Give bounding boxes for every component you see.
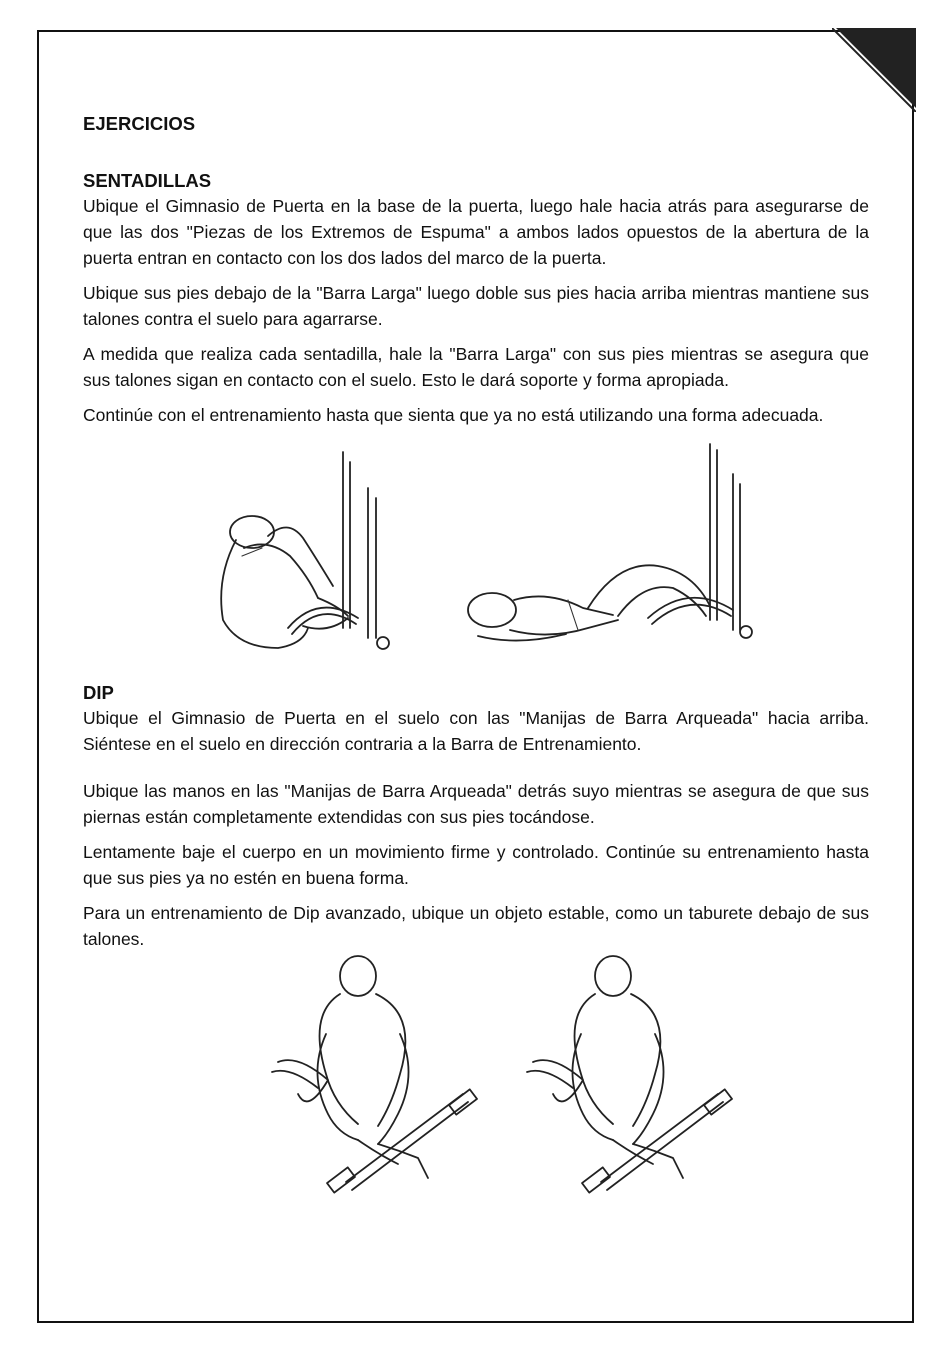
dip-illustrations	[83, 952, 869, 1222]
situp-crunch-illustration	[208, 448, 408, 668]
page-corner-tab	[832, 28, 916, 112]
situp-lying-illustration	[448, 440, 768, 665]
paragraph: A medida que realiza cada sentadilla, hale la "Barra Larga" con sus pies mientras se asegura que sus talones sigan en contacto con el suelo. Esto le dará soporte y forma apropiada.	[83, 344, 869, 390]
sit-up-illustrations	[83, 428, 869, 664]
paragraph: Para un entrenamiento de Dip avanzado, ubique un objeto estable, como un taburete debajo de sus talones.	[83, 903, 869, 949]
dip-illustration-basic	[268, 954, 478, 1204]
paragraph: Ubique sus pies debajo de la "Barra Larga" luego doble sus pies hacia arriba mientras mantiene sus talones contra el suelo para agarrarse.	[83, 283, 869, 329]
page-title: EJERCICIOS	[83, 113, 196, 134]
paragraph: Ubique las manos en las "Manijas de Barra Arqueada" detrás suyo mientras se asegura de que sus piernas están completamente extendidas con sus pies tocándose.	[83, 781, 869, 827]
paragraph: Ubique el Gimnasio de Puerta en la base de la puerta, luego hale hacia atrás para asegurarse de que las dos "Piezas de los Extremos de Espuma" a ambos lados opuestos de la abertura de la puerta entran en contacto con los dos lados del marco de la puerta.	[83, 196, 869, 268]
paragraph: Ubique el Gimnasio de Puerta en el suelo con las "Manijas de Barra Arqueada" hacia arriba. Siéntese en el suelo en dirección contraria a la Barra de Entrenamiento.	[83, 708, 869, 754]
document-content	[83, 112, 869, 1222]
section-heading-sentadillas: SENTADILLAS	[83, 170, 212, 191]
section-heading-dip: DIP	[83, 682, 114, 703]
paragraph: Continúe con el entrenamiento hasta que sienta que ya no está utilizando una forma adecuada.	[83, 405, 824, 425]
paragraph: Lentamente baje el cuerpo en un movimiento firme y controlado. Continúe su entrenamiento hasta que sus pies ya no estén en buena forma.	[83, 842, 869, 888]
dip-illustration-advanced	[523, 954, 733, 1204]
